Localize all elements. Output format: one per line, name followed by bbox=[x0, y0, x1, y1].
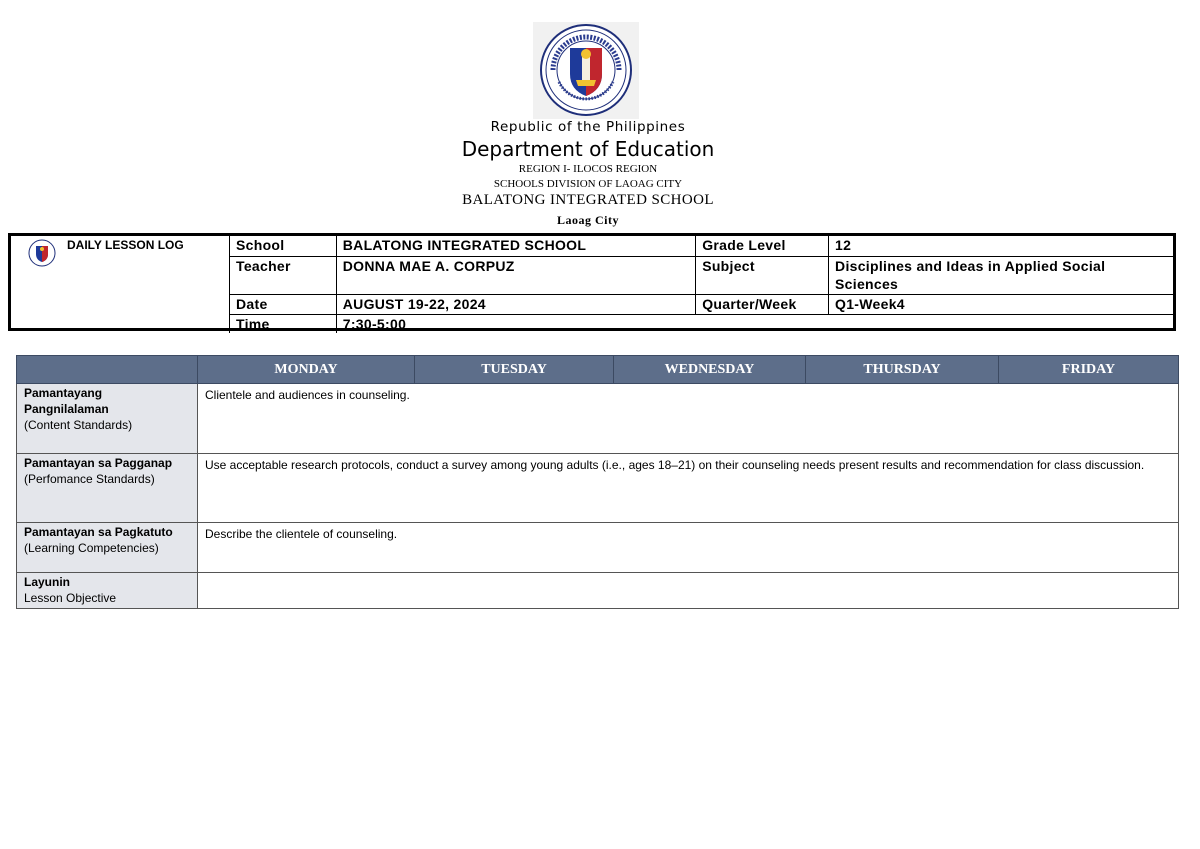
row-label-sub: (Content Standards) bbox=[24, 418, 133, 432]
table-row bbox=[17, 384, 1179, 454]
division-text: SCHOOLS DIVISION OF LAOAG CITY bbox=[493, 178, 683, 190]
date-label: Date bbox=[230, 294, 337, 314]
grade-value: 12 bbox=[829, 236, 1173, 256]
row-label-main: Layunin bbox=[24, 575, 71, 589]
time-label: Time bbox=[230, 314, 337, 333]
quarter-label: Quarter/Week bbox=[696, 294, 829, 314]
lesson-log-info-box bbox=[8, 233, 1176, 331]
info-table bbox=[229, 236, 1173, 333]
row-label-sub: (Learning Competencies) bbox=[24, 541, 159, 555]
city-text: Laoag City bbox=[557, 213, 619, 227]
daily-lesson-log-title: DAILY LESSON LOG bbox=[67, 238, 184, 252]
table-row bbox=[17, 454, 1179, 523]
row-content: Use acceptable research protocols, conduct a survey among young adults (i.e., ages 18–21) on their counseling needs present results and recommendation for class discussion. bbox=[198, 454, 1179, 523]
row-content: Clientele and audiences in counseling. bbox=[198, 384, 1179, 454]
row-content: Describe the clientele of counseling. bbox=[198, 523, 1179, 573]
row-label bbox=[17, 454, 198, 523]
day-header-tuesday: TUESDAY bbox=[415, 356, 614, 384]
row-label bbox=[17, 384, 198, 454]
school-name: BALATONG INTEGRATED SCHOOL bbox=[462, 192, 714, 208]
row-label-sub: (Perfomance Standards) bbox=[24, 472, 155, 486]
table-row bbox=[17, 573, 1179, 609]
region-text: REGION I- ILOCOS REGION bbox=[518, 163, 658, 175]
lesson-plan-table bbox=[16, 355, 1179, 609]
day-header-friday: FRIDAY bbox=[999, 356, 1179, 384]
department-title: Department of Education bbox=[461, 137, 715, 161]
school-label: School bbox=[230, 236, 337, 256]
row-label bbox=[17, 573, 198, 609]
deped-seal-icon bbox=[533, 22, 639, 119]
teacher-value: DONNA MAE A. CORPUZ bbox=[336, 256, 695, 294]
school-value: BALATONG INTEGRATED SCHOOL bbox=[336, 236, 695, 256]
row-content bbox=[198, 573, 1179, 609]
grade-label: Grade Level bbox=[696, 236, 829, 256]
day-header-wednesday: WEDNESDAY bbox=[614, 356, 806, 384]
day-header-monday: MONDAY bbox=[198, 356, 415, 384]
subject-label: Subject bbox=[696, 256, 829, 294]
republic-text: Republic of the Philippines bbox=[490, 119, 686, 135]
date-value: AUGUST 19-22, 2024 bbox=[336, 294, 695, 314]
row-label bbox=[17, 523, 198, 573]
row-label-main: Pamantayan sa Pagganap bbox=[24, 456, 173, 470]
deped-seal-small-icon bbox=[27, 239, 57, 267]
quarter-value: Q1-Week4 bbox=[829, 294, 1173, 314]
row-label-sub: Lesson Objective bbox=[24, 591, 117, 605]
corner-header bbox=[17, 356, 198, 384]
subject-value: Disciplines and Ideas in Applied Social Sciences bbox=[829, 256, 1173, 294]
day-header-thursday: THURSDAY bbox=[806, 356, 999, 384]
row-label-main: Pamantayang Pangnilalaman bbox=[24, 386, 109, 416]
time-value: 7:30-5:00 bbox=[336, 314, 1173, 333]
table-row bbox=[17, 523, 1179, 573]
row-label-main: Pamantayan sa Pagkatuto bbox=[24, 525, 173, 539]
teacher-label: Teacher bbox=[230, 256, 337, 294]
